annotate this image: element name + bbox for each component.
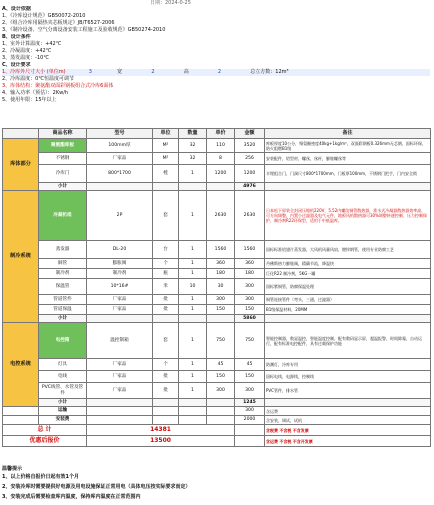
product-model: 膨胀阀 [87, 259, 153, 269]
product-note: 国标标准铝翅片蒸发器，大风机风量风扇，镀锌钢管，使用专业防腐工艺 [265, 241, 431, 259]
product-name: 铜管 [39, 259, 87, 269]
product-amount: 750 [235, 323, 265, 359]
col-header: 型号 [87, 129, 153, 139]
product-unit: 台 [153, 241, 179, 259]
product-amount: 360 [235, 259, 265, 269]
product-name: 聚氨酯库板 [39, 139, 87, 153]
total-amount: 14381 [87, 425, 235, 436]
product-model: 温控制箱 [87, 323, 153, 359]
product-amount: 45 [235, 359, 265, 371]
product-unit: 批 [153, 383, 179, 399]
product-note: 库板厚度10公分，聚氨酯密度40kg+1kg/m³，双面彩钢板0.326mm无芯钢，国标环保，防火阻燃B1级 [265, 139, 431, 153]
structure-line: 3、库体结构：聚氨酯双面彩钢板组合式冷库6面体 [2, 83, 114, 89]
product-qty: 1 [179, 305, 207, 315]
design-requirements-title: C、设计要求 [2, 62, 31, 68]
product-name: 制冷剂 [39, 269, 87, 279]
product-name: 冷库门 [39, 165, 87, 183]
col-header: 单价 [207, 129, 235, 139]
product-note: 智能控制器，数显温控，智能温度控制，配有数码显示屏，超温报警，时间除霜，自动运行，配有标准电控配件，具有过载保护功能 [265, 323, 431, 359]
product-model: DL-20 [87, 241, 153, 259]
total-row [3, 425, 431, 436]
table-row [3, 323, 431, 359]
col-header: 单位 [153, 129, 179, 139]
product-note: PVC管件，排水管 [265, 383, 431, 399]
product-unit: 套 [153, 191, 179, 241]
power-line: 4、输入功率（预估）：2Kw/h [2, 90, 69, 96]
product-price: 45 [207, 359, 235, 371]
design-condition-item: 3、蒸发温度：-10℃ [2, 55, 49, 61]
quotation-table [2, 128, 431, 447]
subtotal-row [3, 315, 431, 323]
product-amount: 1200 [235, 165, 265, 183]
table-row [3, 153, 431, 165]
product-price: 300 [207, 383, 235, 399]
product-price: 300 [207, 295, 235, 305]
subtotal-row [3, 399, 431, 407]
group-label: 制冷系统 [3, 191, 39, 323]
col-header: 商品名称 [39, 129, 87, 139]
col-header: 数量 [179, 129, 207, 139]
product-unit: M² [153, 139, 179, 153]
remark-item: 2、安装冷库时需要提供好电源及用电设施保证正常用电（具体电压按实际要求而定） [2, 484, 191, 490]
product-model: 厂家品 [87, 153, 153, 165]
product-name: 管道管件 [39, 295, 87, 305]
install-label: 安装费 [39, 416, 87, 425]
col-header: 备注 [265, 129, 431, 139]
product-qty: 1 [179, 191, 207, 241]
dims-line [2, 69, 430, 76]
product-price: 8 [207, 153, 235, 165]
product-model: 制冷剂 [87, 269, 153, 279]
col-header [3, 129, 39, 139]
product-name: 管道保温 [39, 305, 87, 315]
product-amount: 3520 [235, 139, 265, 153]
design-requirements [2, 62, 430, 104]
design-basis-item: 1、《冷库设计规范》GB50072-2010 [2, 13, 86, 19]
group-label: 电控系统 [3, 323, 39, 407]
product-note: 巨化R22 制冷剂，5KG一罐 [265, 269, 431, 279]
design-basis-item: 3、《制冷设备、空气分离设备安装工程施工及验收规范》GB50274-2010 [2, 27, 166, 33]
product-name: 电线 [39, 371, 87, 383]
product-note: 安装配件，铝型材，螺丝，丝杆，膨胀螺丝等 [265, 153, 431, 165]
product-amount: 150 [235, 371, 265, 383]
product-model: 2P [87, 191, 153, 241]
product-name: 保温管 [39, 279, 87, 295]
discount-label: 优惠后报价 [3, 436, 87, 447]
product-unit: M² [153, 153, 179, 165]
design-basis [2, 6, 430, 34]
product-unit: 套 [153, 323, 179, 359]
product-qty: 32 [179, 139, 207, 153]
product-note: 日本松下原装全封闭压缩机220V，5.52内螺纹铜管散热器，淮水式冷凝器散热器效率高，可方向调整，内置小过滤器及电气元件，地板风机散热器可30%调整转速控制，压力控制保护，制冷剂R22环保型，适用于中低温库。 [265, 191, 431, 241]
product-model: 厂家品 [87, 371, 153, 383]
design-conditions [2, 34, 430, 62]
product-price: 30 [207, 279, 235, 295]
product-price: 360 [207, 259, 235, 269]
product-qty: 1 [179, 371, 207, 383]
date-line: 日期：2024-0-25 [150, 0, 191, 6]
product-amount: 256 [235, 153, 265, 165]
remark-item: 3、安装完成后需要检查库内温度，保持库内温度在正常范围内 [2, 494, 141, 500]
product-unit: 瓶 [153, 269, 179, 279]
transport-label: 运输 [39, 407, 87, 416]
install-amount: 2000 [235, 416, 265, 425]
product-name: 蒸发器 [39, 241, 87, 259]
product-note: 丹佛斯热力膨胀阀，精确节流，降温快 [265, 259, 431, 269]
dims-y: 高 [183, 69, 189, 75]
product-note: 铜管连接管件（弯头，三通，过滤器） [265, 295, 431, 305]
subtotal-row [3, 183, 431, 191]
table-row [3, 241, 431, 259]
product-name: 不锈钢 [39, 153, 87, 165]
product-qty: 1 [179, 241, 207, 259]
product-qty: 1 [179, 165, 207, 183]
transport-amount: 300 [235, 407, 265, 416]
product-price: 180 [207, 269, 235, 279]
table-header-row [3, 129, 431, 139]
product-model: 厂家品 [87, 383, 153, 399]
product-unit: 批 [153, 295, 179, 305]
product-model: 厂家品 [87, 359, 153, 371]
product-qty: 1 [179, 269, 207, 279]
product-price: 1560 [207, 241, 235, 259]
subtotal-amount: 4976 [235, 183, 265, 191]
table-row [3, 371, 431, 383]
product-amount: 300 [235, 279, 265, 295]
product-note: 国标紫铜管，防腐保温处理 [265, 279, 431, 295]
remark-item: 1、以上价格自报价日起有效1个月 [2, 474, 79, 480]
dims-x: 宽 [117, 69, 123, 75]
product-model: 10*16# [87, 279, 153, 295]
product-name: 电控箱 [39, 323, 87, 359]
remarks-title: 温馨提示 [2, 466, 23, 472]
transport-note: 含运费 [265, 407, 431, 416]
table-row [3, 279, 431, 295]
table-row [3, 359, 431, 371]
subtotal-label: 小计 [39, 399, 87, 407]
product-note: 国标电线，电源线，控制线 [265, 371, 431, 383]
product-amount: 1560 [235, 241, 265, 259]
install-note: 含安装，调试，试机 [265, 416, 431, 425]
product-unit: 个 [153, 359, 179, 371]
product-amount: 300 [235, 383, 265, 399]
product-qty: 1 [179, 259, 207, 269]
discount-row [3, 436, 431, 447]
product-price: 110 [207, 139, 235, 153]
product-note: 防潮灯，冷库专用 [265, 359, 431, 371]
dims-area: 总立方数：12m³ [250, 69, 289, 75]
product-qty: 1 [179, 295, 207, 305]
design-conditions-title: B、设计条件 [2, 34, 31, 40]
product-amount: 300 [235, 295, 265, 305]
dims-length: 3 [88, 69, 92, 75]
design-condition-item: 1、室外计算温度：+42℃ [2, 41, 62, 47]
table-row [3, 269, 431, 279]
product-price: 1200 [207, 165, 235, 183]
product-note: B1级保温材料，20MM [265, 305, 431, 315]
product-model: 厂家品 [87, 295, 153, 305]
product-model: 800*1700 [87, 165, 153, 183]
discount-amount: 13500 [87, 436, 235, 447]
install-row [3, 416, 431, 425]
table-row [3, 165, 431, 183]
table-row [3, 259, 431, 269]
product-amount: 2630 [235, 191, 265, 241]
product-qty: 1 [179, 323, 207, 359]
design-basis-item: 2、《组合冷库用隔热夹芯板规定》JB/T6527-2006 [2, 20, 115, 26]
total-label: 总 计 [3, 425, 87, 436]
product-unit: 樘 [153, 165, 179, 183]
product-name: PVC线管、水管及管件 [39, 383, 87, 399]
table-row [3, 305, 431, 315]
product-name: 冷凝机组 [39, 191, 87, 241]
col-header: 金额 [235, 129, 265, 139]
table-row [3, 191, 431, 241]
subtotal-amount: 1245 [235, 399, 265, 407]
product-unit: 个 [153, 259, 179, 269]
total-note: 含税费 不含税 不含发票 [265, 425, 431, 436]
product-price: 2630 [207, 191, 235, 241]
product-qty: 10 [179, 279, 207, 295]
table-row [3, 295, 431, 305]
subtotal-label: 小计 [39, 183, 87, 191]
product-unit: 批 [153, 305, 179, 315]
dims-width: 2 [151, 69, 155, 75]
dims-label: 1、冷库外尺寸大小 (单位m) [2, 69, 66, 75]
table-row [3, 139, 431, 153]
product-model: 100mm厚 [87, 139, 153, 153]
dims-height: 2 [217, 69, 222, 75]
warranty-line: 5、使用年限：15年以上 [2, 97, 57, 103]
subtotal-label: 小计 [39, 315, 87, 323]
subtotal-amount: 5860 [235, 315, 265, 323]
discount-note: 含运费 不含税 不含开发票 [265, 436, 431, 447]
transport-row [3, 407, 431, 416]
product-qty: 1 [179, 359, 207, 371]
product-price: 150 [207, 371, 235, 383]
product-price: 750 [207, 323, 235, 359]
product-qty: 32 [179, 153, 207, 165]
product-name: 灯具 [39, 359, 87, 371]
product-unit: 米 [153, 279, 179, 295]
temp-line: 2、冷库温度：0℃恒温度可调节 [2, 76, 74, 82]
product-amount: 150 [235, 305, 265, 315]
product-unit: 批 [153, 371, 179, 383]
product-note: 半埋组合门，门洞尺寸800*1700mm，门板厚100mm，不锈钢门把手，门内安全锁 [265, 165, 431, 183]
product-qty: 1 [179, 383, 207, 399]
design-condition-item: 2、冷凝温度：+42℃ [2, 48, 52, 54]
design-basis-title: A、设计依据 [2, 6, 31, 12]
product-price: 150 [207, 305, 235, 315]
product-amount: 180 [235, 269, 265, 279]
group-label: 库体部分 [3, 139, 39, 191]
product-model: 厂家品 [87, 305, 153, 315]
table-row [3, 383, 431, 399]
